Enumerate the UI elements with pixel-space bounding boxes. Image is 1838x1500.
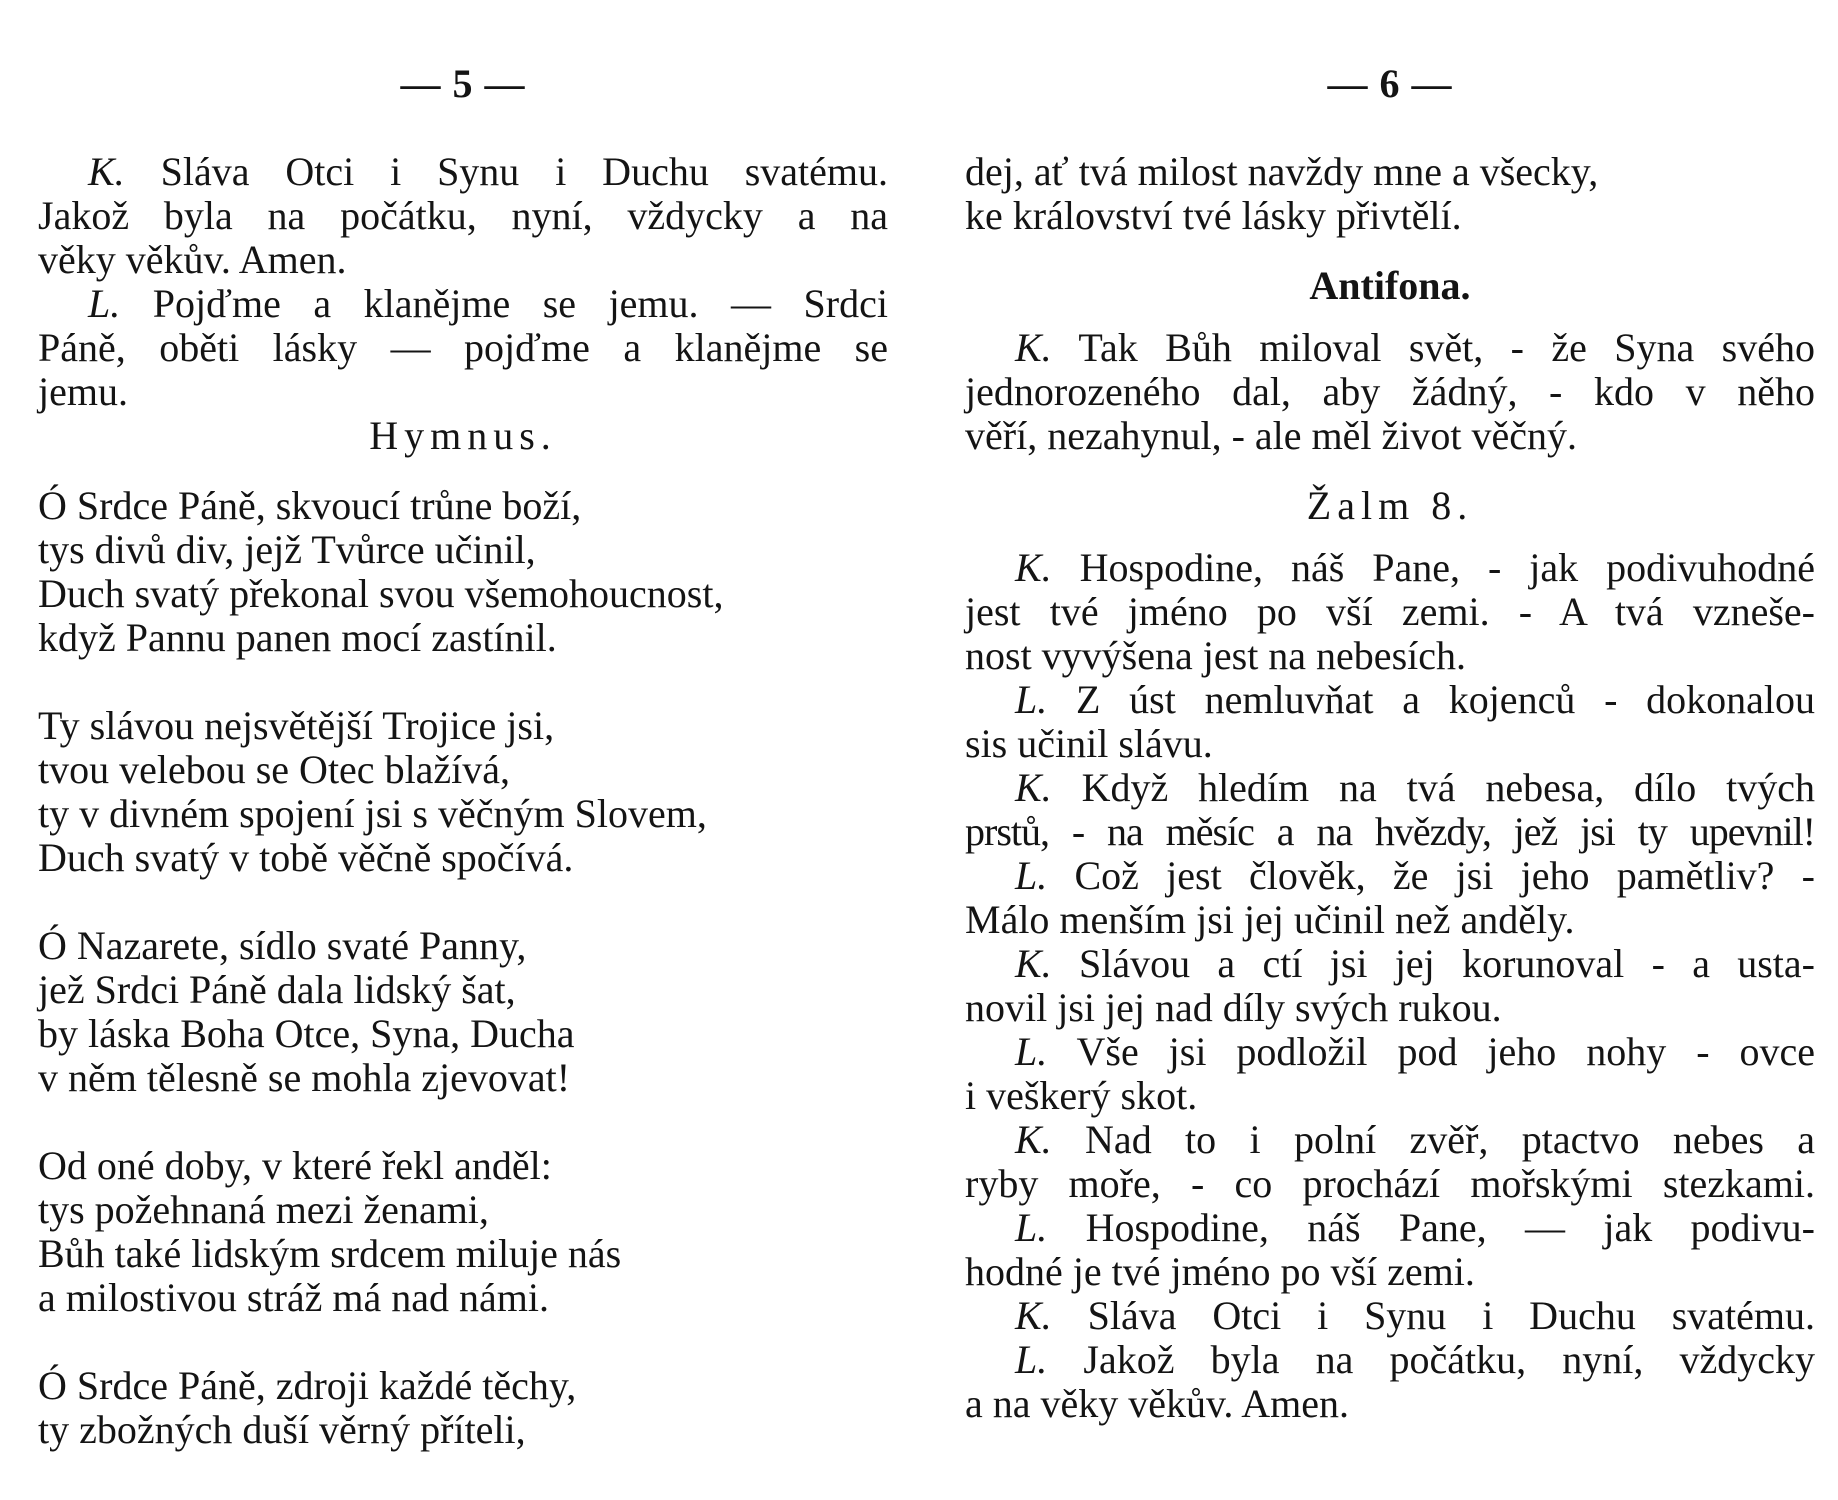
verse-line: L. Což jest člověk, že jsi jeho pamětliv? - xyxy=(1015,853,1815,898)
page-number: — 5 — xyxy=(400,61,526,106)
verse-line: Jakož byla na počátku, nyní, vždycky a na xyxy=(38,193,888,238)
verse-line: K. Slávou a ctí jsi jej korunoval - a usta- xyxy=(1015,941,1815,986)
verse-line: L. Vše jsi podložil pod jeho nohy - ovce xyxy=(1015,1029,1816,1074)
verse-line: K. Sláva Otci i Synu i Duchu svatému. xyxy=(1015,1293,1816,1338)
stanza-line: v něm tělesně se mohla zjevovat! xyxy=(38,1055,571,1100)
hymn-title: Hymnus. xyxy=(369,413,557,458)
verse-line: věří, nezahynul, - ale měl život věčný. xyxy=(965,413,1577,458)
stanza-line: tys divů div, jejž Tvůrce učinil, xyxy=(38,527,536,572)
speaker-sigla: L. xyxy=(88,281,121,326)
verse-line: jest tvé jméno po vší zemi. - A tvá vzneše- xyxy=(965,589,1815,634)
verse-line: hodné je tvé jméno po vší zemi. xyxy=(965,1249,1475,1294)
verse-line: Páně, oběti lásky — pojďme a klanějme se xyxy=(38,325,888,370)
page-number: — 6 — xyxy=(1327,61,1453,106)
hymn-stanza xyxy=(38,924,888,1100)
stanza-line: jež Srdci Páně dala lidský šat, xyxy=(38,967,516,1012)
verse-line: nost vyvýšena jest na nebesích. xyxy=(965,633,1466,678)
stanza-line: Ó Srdce Páně, zdroji každé těchy, xyxy=(38,1363,577,1408)
psalm-text xyxy=(965,546,1815,1426)
right-page-content xyxy=(965,150,1815,1426)
stanza-line: Ó Srdce Páně, skvoucí trůne boží, xyxy=(38,483,582,528)
stanza-line: a milostivou stráž má nad námi. xyxy=(38,1275,549,1320)
speaker-sigla: K. xyxy=(1015,545,1052,590)
verse-line: prstů, - na měsíc a na hvězdy, jež jsi ty upevnil! xyxy=(965,809,1815,854)
verse-line: K. Hospodine, náš Pane, - jak podivuhodné xyxy=(1015,545,1816,590)
speaker-sigla: K. xyxy=(1015,325,1052,370)
speaker-sigla: L. xyxy=(1015,1205,1048,1250)
hymn-stanza xyxy=(38,1364,888,1452)
speaker-sigla: K. xyxy=(1015,941,1052,986)
speaker-sigla: L. xyxy=(1015,1337,1048,1382)
stanza-line: Duch svatý překonal svou všemohoucnost, xyxy=(38,571,724,616)
stanza-line: Duch svatý v tobě věčně spočívá. xyxy=(38,835,574,880)
speaker-sigla: L. xyxy=(1015,853,1048,898)
stanza-line: Ó Nazarete, sídlo svaté Panny, xyxy=(38,923,527,968)
verse-line: Málo menším jsi jej učinil než anděly. xyxy=(965,897,1575,942)
verse-line: L. Hospodine, náš Pane, — jak podivu- xyxy=(1015,1205,1815,1250)
verse-line: K. Když hledím na tvá nebesa, dílo tvých xyxy=(1015,765,1816,810)
speaker-sigla: L. xyxy=(1015,1029,1048,1074)
antiphon-text xyxy=(965,326,1815,458)
psalm-title: Žalm 8. xyxy=(1306,483,1474,528)
right-page xyxy=(965,0,1815,1500)
verse-line: novil jsi jej nad díly svých rukou. xyxy=(965,985,1502,1030)
verse-line: a na věky věkův. Amen. xyxy=(965,1381,1349,1426)
stanza-line: Bůh také lidským srdcem miluje nás xyxy=(38,1231,622,1276)
speaker-sigla: K. xyxy=(1015,1293,1052,1338)
verse-line: ke království tvé lásky přivtělí. xyxy=(965,193,1462,238)
left-page-content xyxy=(38,150,888,1452)
stanza-line: ty zbožných duší věrný příteli, xyxy=(38,1407,526,1452)
verse-line: jednorozeného dal, aby žádný, - kdo v něho xyxy=(965,369,1815,414)
verse-line: K. Nad to i polní zvěř, ptactvo nebes a xyxy=(1015,1117,1816,1162)
hymn-stanza xyxy=(38,704,888,880)
antiphon-title: Antifona. xyxy=(1309,263,1471,308)
verse-line: L. Z úst nemluvňat a kojenců - dokonalou xyxy=(1015,677,1815,722)
stanza-line: tys požehnaná mezi ženami, xyxy=(38,1187,489,1232)
verse-line: jemu. xyxy=(38,369,128,414)
verse-line: dej, ať tvá milost navždy mne a všecky, xyxy=(965,149,1599,194)
verse-line: ryby moře, - co prochází mořskými stezkami. xyxy=(965,1161,1815,1206)
verse-line: i veškerý skot. xyxy=(965,1073,1198,1118)
stanza-line: Ty slávou nejsvětější Trojice jsi, xyxy=(38,703,555,748)
hymn-stanza xyxy=(38,1144,888,1320)
stanza-line: by láska Boha Otce, Syna, Ducha xyxy=(38,1011,575,1056)
speaker-sigla: L. xyxy=(1015,677,1048,722)
speaker-sigla: K. xyxy=(1015,1117,1052,1162)
speaker-sigla: K. xyxy=(88,149,125,194)
verse-line: K. Sláva Otci i Synu i Duchu svatému. xyxy=(88,149,889,194)
verse-line: L. Pojďme a klanějme se jemu. — Srdci xyxy=(88,281,888,326)
stanza-line: když Pannu panen mocí zastínil. xyxy=(38,615,557,660)
verse-line: věky věkův. Amen. xyxy=(38,237,347,282)
verse-line: K. Tak Bůh miloval svět, - že Syna svého xyxy=(1015,325,1815,370)
stanza-line: tvou velebou se Otec blažívá, xyxy=(38,747,511,792)
hymn-continuation xyxy=(965,150,1815,238)
verse-line: L. Jakož byla na počátku, nyní, vždycky xyxy=(1015,1337,1816,1382)
hymn-stanza xyxy=(38,484,888,660)
left-page xyxy=(38,0,888,1500)
stanza-line: ty v divném spojení jsi s věčným Slovem, xyxy=(38,791,707,836)
stanza-line: Od oné doby, v které řekl anděl: xyxy=(38,1143,552,1188)
opening-verses xyxy=(38,150,888,414)
verse-line: sis učinil slávu. xyxy=(965,721,1213,766)
speaker-sigla: K. xyxy=(1015,765,1052,810)
